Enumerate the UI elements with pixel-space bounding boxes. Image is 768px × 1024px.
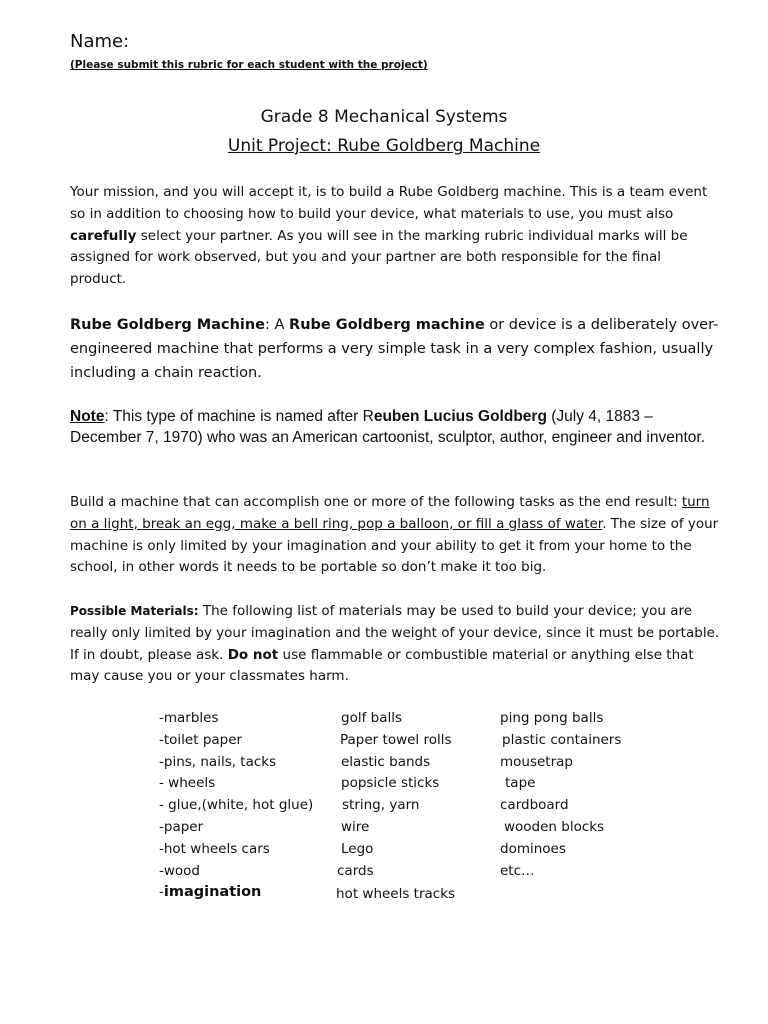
list-item: popsicle sticks [341, 775, 440, 792]
list-item: cards [337, 862, 374, 879]
submit-note: (Please submit this rubric for each student with the project) [70, 59, 428, 71]
title-line-1: Grade 8 Mechanical Systems [260, 107, 508, 127]
mission-bold: carefully [70, 227, 137, 244]
mission-text-2: select your partner. As you will see in the marking rubric individual marks will be assigned for work observed, but you and your partner are both responsible for the final product. [70, 227, 688, 288]
list-item: -wood [159, 862, 201, 879]
materials-bold: Do not [227, 646, 279, 663]
title-line-2: Unit Project: Rube Goldberg Machine [227, 136, 541, 156]
materials-label: Possible Materials: [70, 604, 199, 618]
list-item: plastic containers [502, 731, 622, 748]
list-item: golf balls [341, 710, 403, 726]
materials-column-1 [159, 708, 313, 904]
definition-term: Rube Goldberg Machine [70, 317, 266, 333]
list-item: -marbles [159, 710, 219, 726]
tasks-text-1: Build a machine that can accomplish one or more of the following tasks as the end result: [70, 494, 682, 510]
note-paragraph [70, 407, 720, 448]
name-label: Name: [70, 31, 130, 52]
materials-paragraph [70, 601, 720, 688]
definition-bold: Rube Goldberg machine [289, 317, 485, 333]
list-item: string, yarn [342, 797, 420, 814]
tasks-paragraph [70, 492, 720, 579]
list-item: wire [341, 818, 370, 835]
definition-paragraph [70, 313, 720, 385]
list-item: cardboard [500, 797, 569, 814]
materials-text-2: use flammable or combustible material or anything else that may cause you or your classmates harm. [70, 646, 694, 685]
list-item: - glue,(white, hot glue) [159, 797, 314, 814]
definition-rest: or device is a deliberately over-engineered machine that performs a very simple task in a very complex fashion, usually including a chain reaction. [70, 317, 719, 381]
list-item: ping pong balls [500, 710, 604, 726]
list-item: -toilet paper [159, 731, 243, 748]
list-item: Paper towel rolls [340, 731, 452, 748]
mission-paragraph [70, 182, 720, 291]
list-item: - wheels [159, 775, 216, 792]
note-label: Note [70, 408, 105, 425]
note-bold: euben Lucius Goldberg [373, 408, 547, 425]
list-item: Lego [341, 840, 374, 857]
materials-text-1: The following list of materials may be used to build your device; you are really only limited by your imagination and the weight of your device, since it must be portable. If in doubt, please ask. [70, 603, 720, 663]
list-item: tape [505, 775, 536, 792]
list-item: wooden blocks [504, 818, 605, 835]
mission-text-1: Your mission, and you will accept it, is to build a Rube Goldberg machine. This is a team event so in addition to choosing how to build your device, what materials to use, you must also [70, 184, 708, 222]
list-item: -hot wheels cars [159, 840, 270, 857]
definition-colon: : A [265, 317, 290, 333]
tasks-text-2: . The size of your machine is only limited by your imagination and your ability to get it from your home to the school, in other words it needs to be portable so don’t make it too big. [70, 515, 719, 576]
list-item-imagination [159, 882, 313, 904]
list-item: dominoes [500, 840, 566, 857]
imagination-prefix: - [159, 884, 164, 901]
tasks-underlined: turn on a light, break an egg, make a bell ring, pop a balloon, or fill a glass of water [70, 494, 710, 532]
list-item: elastic bands [341, 753, 431, 770]
list-item: etc… [500, 862, 535, 879]
note-text-1: : This type of machine is named after R [104, 408, 374, 425]
imagination-bold: imagination [163, 884, 262, 901]
list-item: hot wheels tracks [336, 886, 456, 903]
materials-column-2 [336, 708, 455, 907]
note-text-2: (July 4, 1883 – December 7, 1970) who was an American cartoonist, sculptor, author, engineer and inventor. [70, 408, 706, 446]
list-item: -pins, nails, tacks [159, 753, 277, 770]
list-item: -paper [159, 818, 204, 835]
materials-column-3 [500, 708, 621, 882]
list-item: mousetrap [500, 753, 573, 770]
